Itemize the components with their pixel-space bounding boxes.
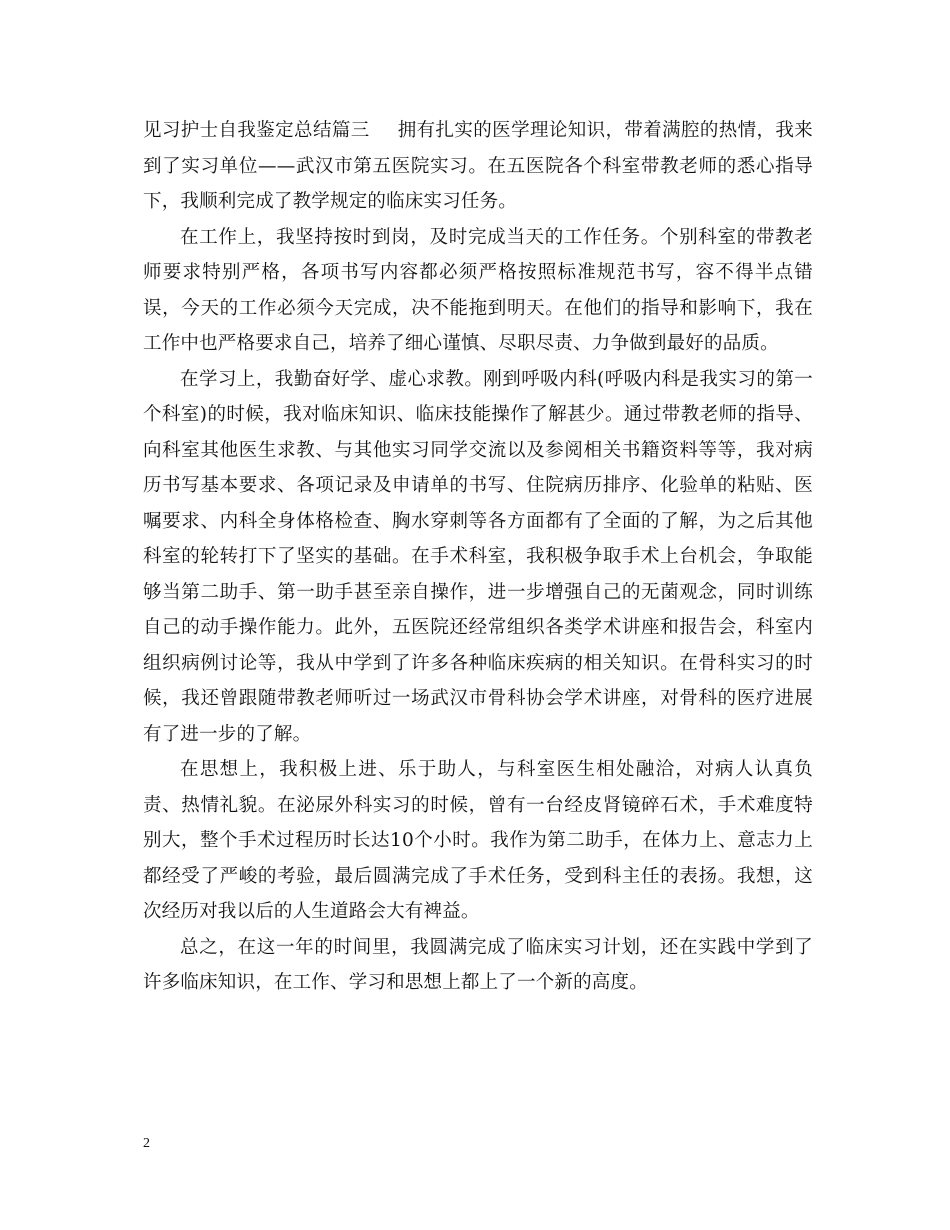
paragraph-thought: 在思想上，我积极上进、乐于助人，与科室医生相处融洽，对病人认真负责、热情礼貌。在泌尿外科实习的时候，曾有一台经皮肾镜碎石术，手术难度特别大，整个手术过程历时长达10个小时。我作为第二助手，在体力上、意志力上都经受了严峻的考验，最后圆满完成了手术任务，受到科主任的表扬。我想，这次经历对我以后的人生道路会大有裨益。: [143, 759, 813, 922]
page-number: 2: [143, 1136, 150, 1151]
document-body: [143, 113, 813, 1001]
paragraph-summary: 总之，在这一年的时间里，我圆满完成了临床实习计划，还在实践中学到了许多临床知识，在工作、学习和思想上都上了一个新的高度。: [143, 936, 813, 993]
paragraph-study: 在学习上，我勤奋好学、虚心求教。刚到呼吸内科(呼吸内科是我实习的第一个科室)的时候，我对临床知识、临床技能操作了解甚少。通过带教老师的指导、向科室其他医生求教、与其他实习同学交流以及参阅相关书籍资料等等，我对病历书写基本要求、各项记录及申请单的书写、住院病历排序、化验单的粘贴、医嘱要求、内科全身体格检查、胸水穿刺等各方面都有了全面的了解，为之后其他科室的轮转打下了坚实的基础。在手术科室，我积极争取手术上台机会，争取能够当第二助手、第一助手甚至亲自操作，进一步增强自己的无菌观念，同时训练自己的动手操作能力。此外，五医院还经常组织各类学术讲座和报告会，科室内组织病例讨论等，我从中学到了许多各种临床疾病的相关知识。在骨科实习的时候，我还曾跟随带教老师听过一场武汉市骨科协会学术讲座，对骨科的医疗进展有了进一步的了解。: [143, 368, 813, 745]
intro-paragraph: [143, 113, 813, 220]
paragraph-work: 在工作上，我坚持按时到岗，及时完成当天的工作任务。个别科室的带教老师要求特别严格，各项书写内容都必须严格按照标准规范书写，容不得半点错误，今天的工作必须今天完成，决不能拖到明天。在他们的指导和影响下，我在工作中也严格要求自己，培养了细心谨慎、尽职尽责、力争做到最好的品质。: [143, 226, 813, 354]
intro-text: 拥有扎实的医学理论知识，带着满腔的热情，我来到了实习单位——武汉市第五医院实习。在五医院各个科室带教老师的悉心指导下，我顺利完成了教学规定的临床实习任务。: [143, 120, 813, 212]
document-title: 见习护士自我鉴定总结篇三: [143, 120, 370, 141]
